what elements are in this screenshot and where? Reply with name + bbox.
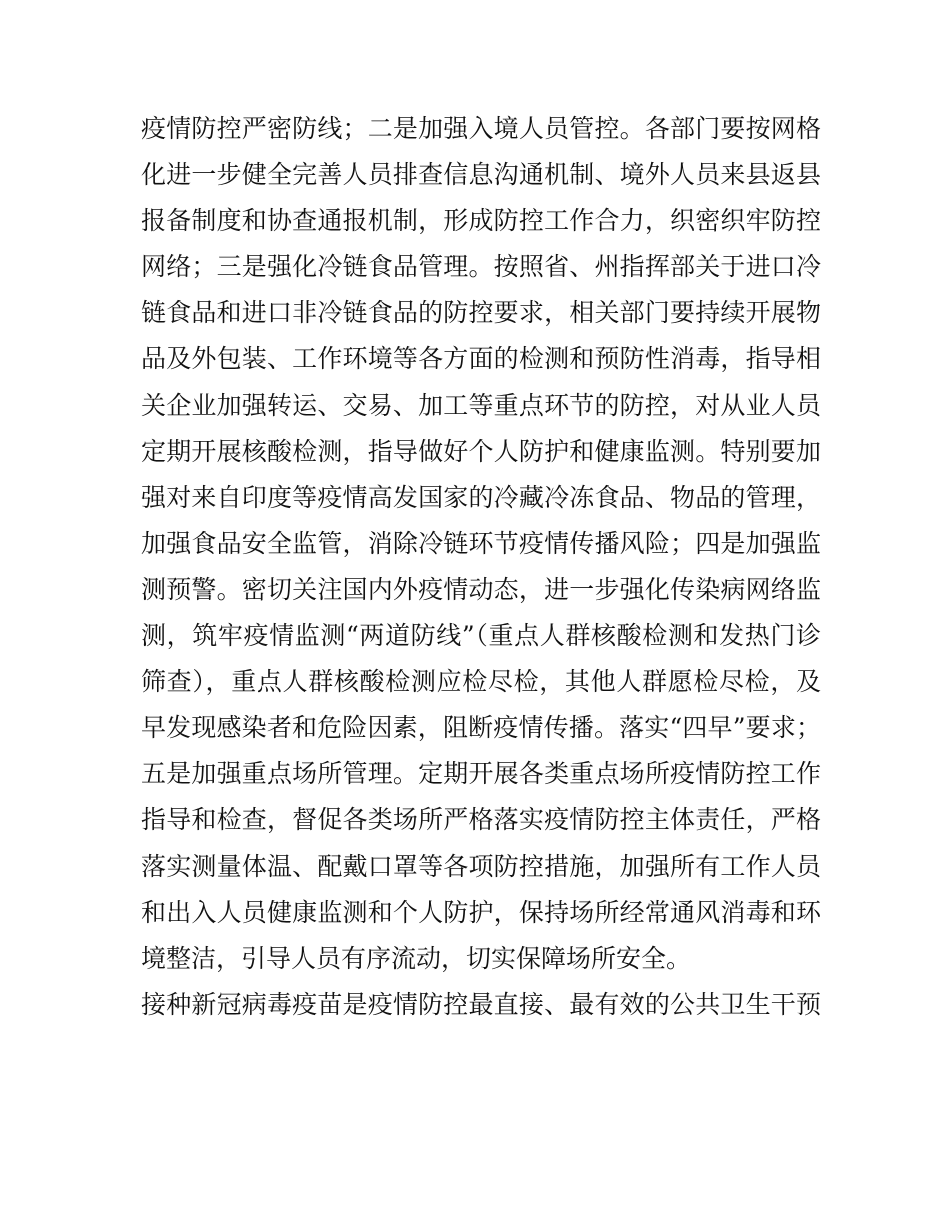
text-line: 化进一步健全完善人员排查信息沟通机制、境外人员来县返县 — [141, 160, 821, 190]
text-line: 测预警。密切关注国内外疫情动态，进一步强化传染病网络监 — [141, 574, 821, 604]
text-line: 指导和检查，督促各类场所严格落实疫情防控主体责任，严格 — [141, 805, 821, 835]
text-line: 测，筑牢疫情监测“两道防线”（重点人群核酸检测和发热门诊 — [141, 621, 821, 651]
text-line: 筛查），重点人群核酸检测应检尽检，其他人群愿检尽检，及 — [141, 667, 821, 697]
text-line: 报备制度和协查通报机制，形成防控工作合力，织密织牢防控 — [141, 206, 821, 236]
body-text — [141, 106, 821, 1028]
text-line: 疫情防控严密防线；二是加强入境人员管控。各部门要按网格 — [141, 114, 821, 143]
text-line: 接种新冠病毒疫苗是疫情防控最直接、最有效的公共卫生干预 — [141, 989, 821, 1019]
text-line: 落实测量体温、配戴口罩等各项防控措施，加强所有工作人员 — [141, 851, 821, 881]
text-line: 强对来自印度等疫情高发国家的冷藏冷冻食品、物品的管理， — [141, 482, 821, 512]
text-line: 品及外包装、工作环境等各方面的检测和预防性消毒，指导相 — [141, 344, 821, 374]
text-line: 定期开展核酸检测，指导做好个人防护和健康监测。特别要加 — [141, 436, 821, 466]
text-line: 加强食品安全监管，消除冷链环节疫情传播风险；四是加强监 — [141, 528, 821, 558]
text-line: 和出入人员健康监测和个人防护，保持场所经常通风消毒和环 — [141, 897, 821, 927]
text-line: 链食品和进口非冷链食品的防控要求，相关部门要持续开展物 — [141, 298, 821, 328]
text-line: 境整洁，引导人员有序流动，切实保障场所安全。 — [141, 943, 692, 973]
text-line: 早发现感染者和危险因素，阻断疫情传播。落实“四早”要求； — [141, 713, 821, 743]
text-line: 五是加强重点场所管理。定期开展各类重点场所疫情防控工作 — [141, 759, 821, 789]
text-line: 网络；三是强化冷链食品管理。按照省、州指挥部关于进口冷 — [141, 252, 821, 282]
text-line: 关企业加强转运、交易、加工等重点环节的防控，对从业人员 — [141, 390, 821, 420]
